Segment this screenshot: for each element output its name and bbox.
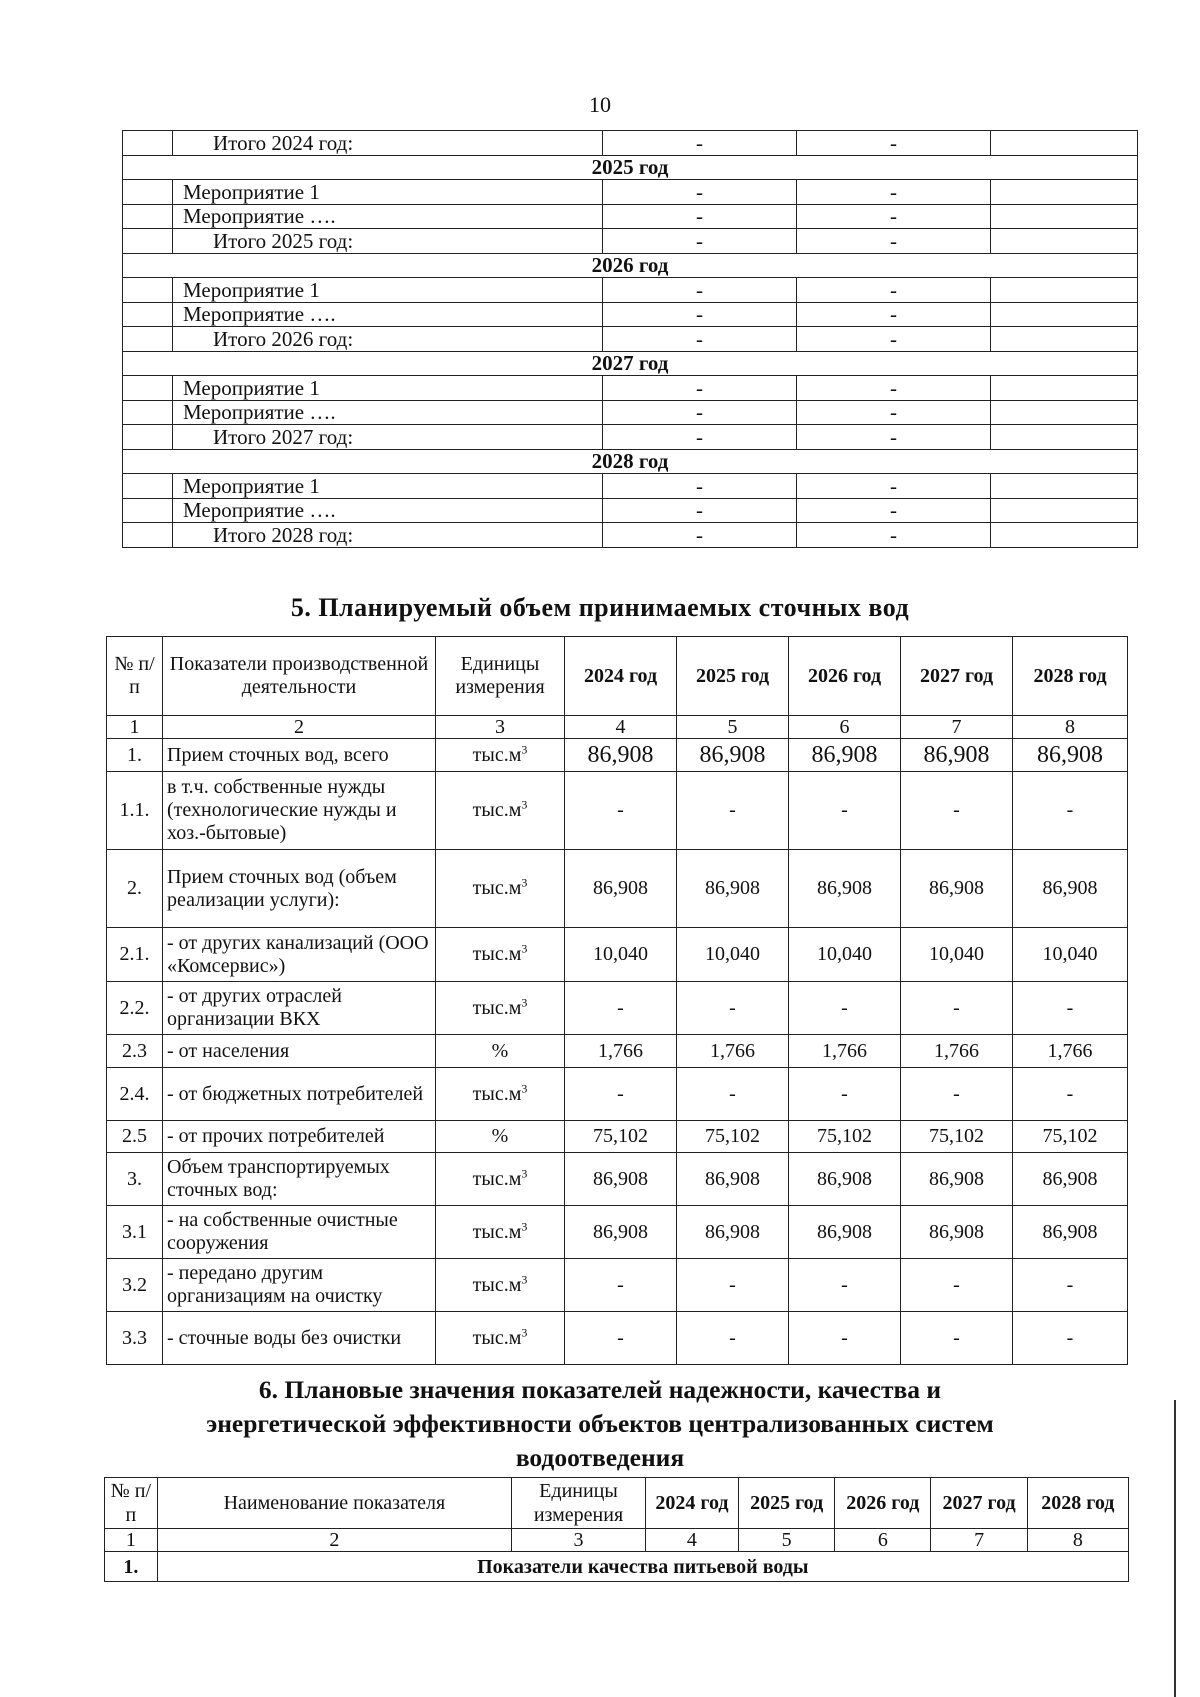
column-index: 4 <box>565 716 677 739</box>
table-row <box>123 474 1138 499</box>
row-label: - от других отраслей организации ВКХ <box>163 982 436 1035</box>
row-value: - <box>901 1259 1013 1312</box>
row-num: 1.1. <box>107 772 163 850</box>
row-value: 86,908 <box>901 850 1013 928</box>
measure-label: Мероприятие 1 <box>173 180 603 205</box>
row-unit: % <box>436 1121 565 1153</box>
row-value: 10,040 <box>677 928 789 982</box>
cell-dash: - <box>603 229 797 254</box>
indicators-table <box>104 1477 1129 1582</box>
year-header-row <box>123 253 1138 278</box>
row-num: 3.2 <box>107 1259 163 1312</box>
row-value: - <box>789 982 901 1035</box>
header-year: 2028 год <box>1027 1478 1128 1529</box>
row-unit: $тыс.м^3$ <box>436 739 565 772</box>
measure-label: Мероприятие …. <box>173 400 603 425</box>
row-label: - сточные воды без очистки <box>163 1312 436 1365</box>
column-index: 1 <box>105 1529 158 1552</box>
row-value: 86,908 <box>1013 1153 1128 1206</box>
header-year: 2024 год <box>645 1478 738 1529</box>
page-number: 10 <box>589 92 611 117</box>
table-row <box>123 327 1138 352</box>
row-value: 86,908 <box>677 850 789 928</box>
row-value: 86,908 <box>901 1206 1013 1259</box>
row-value: - <box>565 982 677 1035</box>
row-value: - <box>565 772 677 850</box>
row-value: 86,908 <box>565 739 677 772</box>
column-index: 3 <box>512 1529 646 1552</box>
cell-dash: - <box>603 474 797 499</box>
row-value: 86,908 <box>565 850 677 928</box>
year-header-row <box>123 351 1138 376</box>
header-row <box>105 1478 1129 1529</box>
cell-dash: - <box>603 302 797 327</box>
column-index: 3 <box>436 716 565 739</box>
row-value: 10,040 <box>565 928 677 982</box>
row-value: - <box>1013 1068 1128 1121</box>
row-value: 86,908 <box>1013 1206 1128 1259</box>
wastewater-volume-table <box>106 636 1128 1365</box>
row-value: - <box>901 982 1013 1035</box>
column-index: 7 <box>931 1529 1027 1552</box>
row-label: Прием сточных вод, всего <box>163 739 436 772</box>
table-row <box>123 498 1138 523</box>
header-year: 2027 год <box>931 1478 1027 1529</box>
column-index: 4 <box>645 1529 738 1552</box>
cell-dash: - <box>603 425 797 450</box>
measure-label: Мероприятие …. <box>173 204 603 229</box>
row-value: - <box>677 982 789 1035</box>
table-row <box>107 1206 1128 1259</box>
section-6-title <box>0 1373 1200 1475</box>
header-row <box>107 637 1128 716</box>
row-value: - <box>1013 1312 1128 1365</box>
row-value: 10,040 <box>1013 928 1128 982</box>
cell-dash: - <box>603 131 797 156</box>
column-index: 7 <box>901 716 1013 739</box>
row-value: - <box>1013 982 1128 1035</box>
table-row <box>107 1153 1128 1206</box>
row-value: 1,766 <box>677 1035 789 1068</box>
measure-label: Мероприятие …. <box>173 302 603 327</box>
row-num: 1. <box>107 739 163 772</box>
row-value: - <box>1013 1259 1128 1312</box>
cell-dash: - <box>797 376 991 401</box>
row-unit: $тыс.м^3$ <box>436 1259 565 1312</box>
header-units: Единицы измерения <box>436 637 565 716</box>
column-index: 5 <box>677 716 789 739</box>
row-value: - <box>677 1068 789 1121</box>
cell-dash: - <box>797 302 991 327</box>
row-value: 86,908 <box>789 850 901 928</box>
header-units: Единицы измерения <box>512 1478 646 1529</box>
row-num: 1. <box>105 1552 158 1582</box>
row-label: - на собственные очистные сооружения <box>163 1206 436 1259</box>
table-row <box>123 376 1138 401</box>
cell-dash: - <box>797 229 991 254</box>
row-unit: $тыс.м^3$ <box>436 850 565 928</box>
cell-dash: - <box>603 523 797 548</box>
row-value: - <box>789 1068 901 1121</box>
table-row <box>123 425 1138 450</box>
column-index-row <box>107 716 1128 739</box>
row-value: - <box>677 772 789 850</box>
total-label: Итого 2028 год: <box>173 523 603 548</box>
cell-dash: - <box>797 180 991 205</box>
row-value: 75,102 <box>565 1121 677 1153</box>
cell-dash: - <box>603 180 797 205</box>
header-num: № п/п <box>105 1478 158 1529</box>
total-label: Итого 2025 год: <box>173 229 603 254</box>
row-num: 2.5 <box>107 1121 163 1153</box>
row-value: 1,766 <box>789 1035 901 1068</box>
year-header: 2028 год <box>123 449 1138 474</box>
year-header-row <box>123 155 1138 180</box>
row-unit: $тыс.м^3$ <box>436 1206 565 1259</box>
row-label: - от других канализаций (ООО «Комсервис») <box>163 928 436 982</box>
cell-dash: - <box>603 376 797 401</box>
year-header-row <box>123 449 1138 474</box>
header-num: № п/п <box>107 637 163 716</box>
cell-dash: - <box>797 204 991 229</box>
table-row <box>123 278 1138 303</box>
table-row <box>107 1121 1128 1153</box>
measure-label: Мероприятие …. <box>173 498 603 523</box>
row-value: 1,766 <box>565 1035 677 1068</box>
row-value: 86,908 <box>1013 739 1128 772</box>
row-value: - <box>901 1312 1013 1365</box>
column-index: 8 <box>1027 1529 1128 1552</box>
column-index: 6 <box>789 716 901 739</box>
column-index: 6 <box>835 1529 931 1552</box>
row-unit: $тыс.м^3$ <box>436 1068 565 1121</box>
row-unit: $тыс.м^3$ <box>436 928 565 982</box>
row-value: - <box>901 1068 1013 1121</box>
cell-dash: - <box>603 278 797 303</box>
section-row-label: Показатели качества питьевой воды <box>157 1552 1128 1582</box>
table-row <box>107 1259 1128 1312</box>
section-5-title: 5. Планируемый объем принимаемых сточных вод <box>290 593 910 622</box>
section-6-title-line: водоотведения <box>515 1443 685 1472</box>
cell-dash: - <box>797 425 991 450</box>
table-row <box>123 180 1138 205</box>
cell-dash: - <box>797 131 991 156</box>
row-value: 86,908 <box>789 739 901 772</box>
table-row <box>107 1312 1128 1365</box>
row-value: 10,040 <box>901 928 1013 982</box>
table-row <box>107 928 1128 982</box>
table-row <box>107 850 1128 928</box>
measure-label: Мероприятие 1 <box>173 474 603 499</box>
row-value: 1,766 <box>901 1035 1013 1068</box>
row-num: 3.1 <box>107 1206 163 1259</box>
row-label: - от бюджетных потребителей <box>163 1068 436 1121</box>
cell-dash: - <box>797 278 991 303</box>
section-6-title-line: энергетической эффективности объектов централизованных систем <box>206 1409 994 1438</box>
cell-dash: - <box>603 498 797 523</box>
row-value: - <box>565 1068 677 1121</box>
row-label: Объем транспортируемых сточных вод: <box>163 1153 436 1206</box>
row-value: 10,040 <box>789 928 901 982</box>
header-year: 2025 год <box>677 637 789 716</box>
table-row <box>107 1035 1128 1068</box>
row-unit: $тыс.м^3$ <box>436 772 565 850</box>
header-year: 2025 год <box>739 1478 835 1529</box>
section-6-title-line: 6. Плановые значения показателей надежности, качества и <box>258 1375 942 1404</box>
row-label: Прием сточных вод (объем реализации услуги): <box>163 850 436 928</box>
row-value: - <box>901 772 1013 850</box>
year-header: 2027 год <box>123 351 1138 376</box>
row-value: - <box>1013 772 1128 850</box>
table-row <box>107 982 1128 1035</box>
row-value: - <box>677 1259 789 1312</box>
cell-dash: - <box>603 204 797 229</box>
row-unit: $тыс.м^3$ <box>436 982 565 1035</box>
row-num: 2.1. <box>107 928 163 982</box>
row-unit: % <box>436 1035 565 1068</box>
header-year: 2024 год <box>565 637 677 716</box>
row-num: 2.2. <box>107 982 163 1035</box>
cell-dash: - <box>797 327 991 352</box>
total-label: Итого 2026 год: <box>173 327 603 352</box>
header-year: 2026 год <box>835 1478 931 1529</box>
row-label: - передано другим организациям на очистку <box>163 1259 436 1312</box>
row-value: - <box>677 1312 789 1365</box>
measure-label: Мероприятие 1 <box>173 376 603 401</box>
header-year: 2027 год <box>901 637 1013 716</box>
row-value: 86,908 <box>901 739 1013 772</box>
row-value: - <box>789 1259 901 1312</box>
column-index: 1 <box>107 716 163 739</box>
header-indicator: Показатели производственной деятельности <box>163 637 436 716</box>
year-header: 2025 год <box>123 155 1138 180</box>
column-index-row <box>105 1529 1129 1552</box>
cell-dash: - <box>603 400 797 425</box>
row-value: - <box>565 1259 677 1312</box>
cell-dash: - <box>603 327 797 352</box>
row-value: 1,766 <box>1013 1035 1128 1068</box>
table-row <box>107 772 1128 850</box>
table-row <box>123 229 1138 254</box>
row-unit: $тыс.м^3$ <box>436 1312 565 1365</box>
table-row <box>123 204 1138 229</box>
row-value: - <box>789 1312 901 1365</box>
total-2024-label: Итого 2024 год: <box>173 131 603 156</box>
row-num: 2. <box>107 850 163 928</box>
header-year: 2026 год <box>789 637 901 716</box>
row-value: 86,908 <box>565 1206 677 1259</box>
column-index: 2 <box>163 716 436 739</box>
row-value: 75,102 <box>901 1121 1013 1153</box>
measure-label: Мероприятие 1 <box>173 278 603 303</box>
scan-edge-line <box>1174 1400 1176 1697</box>
cell-dash: - <box>797 523 991 548</box>
cell-dash: - <box>797 474 991 499</box>
row-label: - от прочих потребителей <box>163 1121 436 1153</box>
row-num: 2.3 <box>107 1035 163 1068</box>
header-year: 2028 год <box>1013 637 1128 716</box>
row-value: 86,908 <box>677 1153 789 1206</box>
row-value: 75,102 <box>1013 1121 1128 1153</box>
row-label: в т.ч. собственные нужды (технологические нужды и хоз.-бытовые) <box>163 772 436 850</box>
table-row <box>123 302 1138 327</box>
row-value: - <box>789 772 901 850</box>
table-row <box>105 1552 1129 1582</box>
row-value: 86,908 <box>565 1153 677 1206</box>
year-header: 2026 год <box>123 253 1138 278</box>
measures-table <box>122 130 1138 548</box>
table-row <box>123 523 1138 548</box>
row-value: 86,908 <box>1013 850 1128 928</box>
row-value: 75,102 <box>677 1121 789 1153</box>
row-label: - от населения <box>163 1035 436 1068</box>
row-unit: $тыс.м^3$ <box>436 1153 565 1206</box>
row-value: 86,908 <box>901 1153 1013 1206</box>
row-num: 3. <box>107 1153 163 1206</box>
column-index: 8 <box>1013 716 1128 739</box>
cell-dash: - <box>797 400 991 425</box>
row-value: 75,102 <box>789 1121 901 1153</box>
header-indicator: Наименование показателя <box>157 1478 512 1529</box>
row-value: 86,908 <box>789 1153 901 1206</box>
row-num: 3.3 <box>107 1312 163 1365</box>
table-row <box>123 131 1138 156</box>
row-value: 86,908 <box>789 1206 901 1259</box>
row-value: 86,908 <box>677 739 789 772</box>
total-label: Итого 2027 год: <box>173 425 603 450</box>
row-value: 86,908 <box>677 1206 789 1259</box>
table-row <box>107 1068 1128 1121</box>
row-value: - <box>565 1312 677 1365</box>
table-row <box>123 400 1138 425</box>
row-num: 2.4. <box>107 1068 163 1121</box>
column-index: 5 <box>739 1529 835 1552</box>
table-row <box>107 739 1128 772</box>
column-index: 2 <box>157 1529 512 1552</box>
cell-dash: - <box>797 498 991 523</box>
